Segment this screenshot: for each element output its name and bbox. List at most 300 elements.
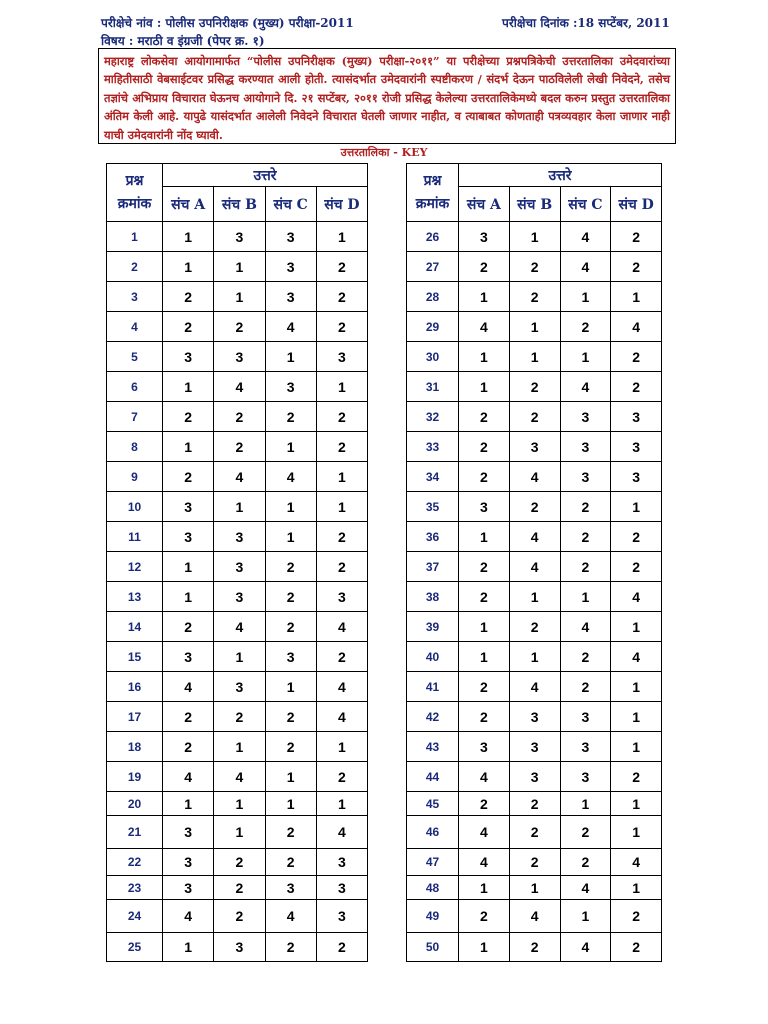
answer-set-b: 2 — [214, 900, 265, 933]
answer-set-c: 2 — [265, 816, 316, 849]
answer-set-b: 1 — [509, 222, 560, 252]
answer-set-d: 2 — [316, 933, 367, 962]
answer-set-a: 2 — [459, 792, 510, 816]
answer-set-d: 2 — [316, 402, 367, 432]
table-row — [407, 522, 662, 552]
table-row — [407, 222, 662, 252]
table-row — [107, 462, 368, 492]
answer-set-c: 3 — [560, 702, 611, 732]
answer-set-a: 4 — [163, 900, 214, 933]
answer-set-b: 2 — [214, 702, 265, 732]
table-row — [107, 702, 368, 732]
table-row — [107, 612, 368, 642]
answer-set-a: 2 — [459, 552, 510, 582]
table-row — [107, 849, 368, 876]
table-row — [107, 816, 368, 849]
answer-set-d: 1 — [611, 282, 662, 312]
set-b-header: संच B — [509, 187, 560, 222]
answer-set-d: 1 — [611, 492, 662, 522]
table-row — [107, 372, 368, 402]
answer-set-c: 2 — [560, 672, 611, 702]
answer-set-b: 2 — [509, 282, 560, 312]
answer-set-a: 3 — [163, 816, 214, 849]
answer-set-d: 2 — [316, 282, 367, 312]
question-number-header: प्रश्न क्रमांक — [107, 164, 163, 222]
table-row — [107, 522, 368, 552]
answer-set-a: 1 — [163, 582, 214, 612]
answer-set-b: 1 — [214, 816, 265, 849]
answer-set-d: 2 — [316, 522, 367, 552]
table-row — [407, 552, 662, 582]
table-row — [407, 402, 662, 432]
answer-set-a: 2 — [163, 732, 214, 762]
answer-set-a: 2 — [163, 312, 214, 342]
answer-set-a: 4 — [459, 849, 510, 876]
answer-set-b: 1 — [509, 642, 560, 672]
answer-set-b: 3 — [214, 552, 265, 582]
table-row — [107, 342, 368, 372]
answer-set-a: 1 — [163, 552, 214, 582]
question-number: 36 — [407, 522, 459, 552]
answer-set-b: 1 — [214, 492, 265, 522]
answer-set-b: 1 — [214, 252, 265, 282]
answer-set-d: 3 — [611, 402, 662, 432]
answer-set-c: 1 — [265, 762, 316, 792]
answer-set-d: 3 — [316, 342, 367, 372]
table-row — [407, 672, 662, 702]
answer-set-a: 2 — [163, 282, 214, 312]
answer-set-d: 1 — [611, 612, 662, 642]
answer-set-b: 4 — [509, 522, 560, 552]
answer-set-c: 2 — [265, 402, 316, 432]
question-number: 28 — [407, 282, 459, 312]
table-row — [407, 582, 662, 612]
question-number-header: प्रश्न क्रमांक — [407, 164, 459, 222]
question-number: 40 — [407, 642, 459, 672]
question-number: 18 — [107, 732, 163, 762]
answer-set-b: 4 — [509, 672, 560, 702]
answer-set-b: 4 — [509, 900, 560, 933]
answer-set-b: 3 — [214, 522, 265, 552]
answer-set-b: 2 — [214, 876, 265, 900]
answer-set-b: 2 — [509, 816, 560, 849]
answer-set-b: 2 — [214, 432, 265, 462]
answer-set-c: 4 — [265, 312, 316, 342]
answer-set-a: 1 — [459, 372, 510, 402]
question-number: 27 — [407, 252, 459, 282]
answer-set-b: 4 — [214, 762, 265, 792]
answer-set-b: 3 — [214, 672, 265, 702]
answer-set-c: 3 — [560, 402, 611, 432]
question-number: 31 — [407, 372, 459, 402]
answer-set-b: 2 — [509, 849, 560, 876]
answer-set-d: 2 — [611, 252, 662, 282]
answer-set-b: 2 — [214, 849, 265, 876]
answer-set-d: 4 — [611, 642, 662, 672]
answer-set-c: 2 — [560, 522, 611, 552]
question-number: 15 — [107, 642, 163, 672]
answer-set-d: 2 — [611, 762, 662, 792]
question-number: 50 — [407, 933, 459, 962]
table-row — [407, 792, 662, 816]
answer-set-a: 1 — [459, 282, 510, 312]
subject-line: विषय : मराठी व इंग्रजी (पेपर क्र. १) — [101, 34, 265, 48]
answer-set-a: 3 — [459, 222, 510, 252]
exam-name: परीक्षेचे नांव : पोलीस उपनिरीक्षक (मुख्य) परीक्षा-2011 — [101, 16, 354, 30]
answer-set-d: 4 — [611, 582, 662, 612]
answer-set-a: 3 — [163, 522, 214, 552]
answer-set-c: 2 — [560, 816, 611, 849]
answer-set-b: 4 — [214, 612, 265, 642]
table-row — [407, 612, 662, 642]
table-row — [407, 282, 662, 312]
question-number: 49 — [407, 900, 459, 933]
question-number: 8 — [107, 432, 163, 462]
answer-set-b: 4 — [214, 372, 265, 402]
answer-set-d: 1 — [316, 222, 367, 252]
table-row — [107, 492, 368, 522]
answer-set-a: 1 — [163, 792, 214, 816]
answer-set-a: 2 — [459, 582, 510, 612]
answer-set-a: 1 — [163, 372, 214, 402]
exam-date: परीक्षेचा दिनांक :18 सप्टेंबर, 2011 — [502, 16, 670, 30]
question-number: 34 — [407, 462, 459, 492]
answer-set-a: 2 — [459, 402, 510, 432]
question-number: 32 — [407, 402, 459, 432]
answer-set-d: 2 — [611, 900, 662, 933]
answer-set-b: 3 — [214, 222, 265, 252]
answer-set-a: 2 — [163, 612, 214, 642]
table-row — [107, 582, 368, 612]
question-number: 30 — [407, 342, 459, 372]
question-number: 46 — [407, 816, 459, 849]
table-row — [407, 732, 662, 762]
answer-set-b: 1 — [509, 876, 560, 900]
answer-set-b: 1 — [214, 732, 265, 762]
answer-set-a: 2 — [459, 672, 510, 702]
answer-set-c: 1 — [265, 432, 316, 462]
answer-set-a: 2 — [163, 462, 214, 492]
answer-set-d: 2 — [316, 642, 367, 672]
question-number: 26 — [407, 222, 459, 252]
answer-set-a: 3 — [459, 492, 510, 522]
answer-set-c: 2 — [560, 642, 611, 672]
answer-set-c: 4 — [560, 252, 611, 282]
question-number: 13 — [107, 582, 163, 612]
answer-set-a: 2 — [459, 702, 510, 732]
question-number: 37 — [407, 552, 459, 582]
question-number: 22 — [107, 849, 163, 876]
answer-set-b: 2 — [509, 402, 560, 432]
table-row — [407, 642, 662, 672]
answer-set-d: 3 — [316, 849, 367, 876]
answer-set-c: 4 — [560, 222, 611, 252]
answer-set-d: 1 — [611, 732, 662, 762]
table-row — [107, 552, 368, 582]
answer-set-d: 2 — [611, 342, 662, 372]
question-number: 29 — [407, 312, 459, 342]
question-number: 7 — [107, 402, 163, 432]
set-c-header: संच C — [560, 187, 611, 222]
answer-set-d: 1 — [316, 492, 367, 522]
answer-set-a: 2 — [459, 900, 510, 933]
answer-set-b: 4 — [214, 462, 265, 492]
answer-set-c: 1 — [265, 342, 316, 372]
answer-set-a: 2 — [163, 402, 214, 432]
answer-set-c: 4 — [560, 372, 611, 402]
answer-set-b: 4 — [509, 462, 560, 492]
table-row — [407, 462, 662, 492]
answer-set-c: 4 — [265, 462, 316, 492]
answer-set-b: 4 — [509, 552, 560, 582]
answer-table-right — [406, 163, 662, 962]
answer-set-d: 1 — [611, 876, 662, 900]
question-number: 33 — [407, 432, 459, 462]
table-row — [407, 372, 662, 402]
table-row — [107, 933, 368, 962]
answer-set-b: 2 — [509, 933, 560, 962]
table-row — [407, 849, 662, 876]
table-row — [107, 672, 368, 702]
question-number: 35 — [407, 492, 459, 522]
answer-set-b: 1 — [509, 342, 560, 372]
set-a-header: संच A — [459, 187, 510, 222]
answer-set-a: 1 — [459, 342, 510, 372]
answer-set-d: 1 — [316, 372, 367, 402]
answer-set-a: 2 — [459, 252, 510, 282]
question-number: 45 — [407, 792, 459, 816]
answer-set-a: 1 — [163, 432, 214, 462]
answer-set-c: 2 — [560, 492, 611, 522]
answer-set-d: 3 — [316, 900, 367, 933]
answer-set-d: 4 — [316, 702, 367, 732]
answer-set-d: 1 — [316, 462, 367, 492]
answer-set-d: 2 — [611, 933, 662, 962]
table-row — [407, 876, 662, 900]
table-row — [107, 282, 368, 312]
answer-set-d: 1 — [611, 702, 662, 732]
set-d-header: संच D — [316, 187, 367, 222]
answer-set-d: 4 — [316, 612, 367, 642]
answer-set-a: 1 — [459, 933, 510, 962]
table-row — [107, 900, 368, 933]
table-row — [407, 432, 662, 462]
answer-key-title: उत्तरतालिका - KEY — [340, 146, 428, 159]
answer-set-c: 3 — [265, 222, 316, 252]
answer-set-c: 2 — [265, 582, 316, 612]
table-row — [107, 762, 368, 792]
set-a-header: संच A — [163, 187, 214, 222]
question-number: 47 — [407, 849, 459, 876]
answer-set-d: 1 — [316, 792, 367, 816]
answer-set-d: 2 — [316, 312, 367, 342]
table-row — [107, 402, 368, 432]
answer-set-b: 3 — [214, 933, 265, 962]
answer-set-b: 3 — [214, 342, 265, 372]
answer-set-a: 1 — [163, 222, 214, 252]
answer-set-c: 1 — [560, 582, 611, 612]
answer-set-b: 1 — [214, 792, 265, 816]
set-d-header: संच D — [611, 187, 662, 222]
answer-set-c: 3 — [265, 282, 316, 312]
answer-set-d: 4 — [611, 312, 662, 342]
question-number: 25 — [107, 933, 163, 962]
answer-set-b: 1 — [509, 312, 560, 342]
answer-set-d: 2 — [611, 552, 662, 582]
answer-set-b: 3 — [509, 762, 560, 792]
answer-set-b: 3 — [214, 582, 265, 612]
answer-set-b: 1 — [509, 582, 560, 612]
table-row — [407, 312, 662, 342]
notice-box: महाराष्ट्र लोकसेवा आयोगामार्फत “पोलीस उपनिरीक्षक (मुख्य) परीक्षा-२०११” या परीक्षेच्या प्रश्नपत्रिकेची उत्तरतालिका उमेदवारांच्या माहितीसाठी वेबसाईटवर प्रसिद्ध करण्यात आली होती. त्यासंदर्भात उमेदवारांनी स्पष्टीकरण / संदर्भ देऊन पाठविलेली लेखी निवेदने, तसेच तज्ञांचे अभिप्राय विचारात घेऊनच आयोगाने दि. २१ सप्टेंबर, २०११ रोजी प्रसिद्ध केलेल्या उत्तरतालिकेमध्ये बदल करुन प्रस्तुत उत्तरतालिका अंतिम केली आहे. यापुढे यासंदर्भात आलेली निवेदने विचारात घेतली जाणार नाहीत, व त्याबाबत कोणताही पत्रव्यवहार केला जाणार नाही याची उमेदवारांनी नोंद घ्यावी. — [98, 48, 676, 144]
answer-set-a: 3 — [163, 342, 214, 372]
table-row — [107, 222, 368, 252]
answer-set-c: 4 — [560, 612, 611, 642]
answer-set-b: 3 — [509, 702, 560, 732]
answer-set-b: 2 — [509, 252, 560, 282]
answer-set-b: 1 — [214, 642, 265, 672]
answer-set-d: 1 — [611, 672, 662, 702]
table-row — [407, 816, 662, 849]
answer-set-c: 1 — [265, 672, 316, 702]
question-number: 38 — [407, 582, 459, 612]
table-row — [407, 492, 662, 522]
question-number: 20 — [107, 792, 163, 816]
table-row — [407, 252, 662, 282]
table-row — [107, 312, 368, 342]
answer-set-c: 2 — [265, 732, 316, 762]
answer-set-b: 1 — [214, 282, 265, 312]
question-number: 10 — [107, 492, 163, 522]
answer-set-c: 2 — [560, 552, 611, 582]
question-number: 14 — [107, 612, 163, 642]
table-row — [107, 252, 368, 282]
table-row — [407, 933, 662, 962]
answer-set-a: 1 — [459, 522, 510, 552]
table-row — [107, 432, 368, 462]
table-row — [407, 702, 662, 732]
answer-set-d: 2 — [316, 252, 367, 282]
answer-set-c: 3 — [265, 372, 316, 402]
answer-set-a: 4 — [163, 672, 214, 702]
answer-set-c: 2 — [265, 612, 316, 642]
answer-set-b: 2 — [509, 792, 560, 816]
answer-set-a: 1 — [459, 876, 510, 900]
question-number: 21 — [107, 816, 163, 849]
answer-set-a: 1 — [163, 933, 214, 962]
answer-set-c: 4 — [560, 933, 611, 962]
answer-set-d: 1 — [611, 816, 662, 849]
question-number: 42 — [407, 702, 459, 732]
answer-set-c: 3 — [560, 762, 611, 792]
answer-set-a: 3 — [163, 849, 214, 876]
answer-set-b: 2 — [509, 372, 560, 402]
answer-set-b: 3 — [509, 432, 560, 462]
answer-set-a: 2 — [163, 702, 214, 732]
answer-set-a: 1 — [459, 642, 510, 672]
question-number: 41 — [407, 672, 459, 702]
answer-set-d: 2 — [611, 222, 662, 252]
question-number: 44 — [407, 762, 459, 792]
table-row — [107, 876, 368, 900]
answer-set-a: 3 — [163, 642, 214, 672]
answer-set-d: 3 — [316, 582, 367, 612]
question-number: 39 — [407, 612, 459, 642]
answer-set-d: 3 — [611, 462, 662, 492]
question-number: 5 — [107, 342, 163, 372]
answer-set-d: 1 — [611, 792, 662, 816]
question-number: 48 — [407, 876, 459, 900]
answer-set-c: 2 — [265, 849, 316, 876]
answer-set-b: 2 — [509, 492, 560, 522]
answer-set-a: 2 — [459, 432, 510, 462]
answer-set-c: 1 — [265, 492, 316, 522]
answer-set-c: 3 — [560, 462, 611, 492]
answers-header: उत्तरे — [163, 164, 368, 187]
question-number: 3 — [107, 282, 163, 312]
table-row — [107, 642, 368, 672]
answer-set-d: 2 — [611, 372, 662, 402]
set-b-header: संच B — [214, 187, 265, 222]
answer-set-c: 2 — [560, 312, 611, 342]
answer-set-c: 1 — [560, 282, 611, 312]
answers-header: उत्तरे — [459, 164, 662, 187]
answer-set-a: 1 — [163, 252, 214, 282]
answer-set-c: 2 — [265, 702, 316, 732]
table-row — [407, 762, 662, 792]
answer-table-left — [106, 163, 368, 962]
answer-set-b: 2 — [509, 612, 560, 642]
answer-set-b: 2 — [214, 312, 265, 342]
answer-set-a: 3 — [459, 732, 510, 762]
answer-set-a: 4 — [459, 312, 510, 342]
question-number: 1 — [107, 222, 163, 252]
answer-set-c: 1 — [265, 792, 316, 816]
answer-set-d: 4 — [316, 672, 367, 702]
answer-set-d: 2 — [316, 432, 367, 462]
question-number: 6 — [107, 372, 163, 402]
answer-set-a: 1 — [459, 612, 510, 642]
answer-set-d: 3 — [611, 432, 662, 462]
question-number: 24 — [107, 900, 163, 933]
question-number: 11 — [107, 522, 163, 552]
answer-set-c: 1 — [560, 900, 611, 933]
answer-set-a: 3 — [163, 876, 214, 900]
table-row — [107, 792, 368, 816]
question-number: 23 — [107, 876, 163, 900]
answer-set-d: 1 — [316, 732, 367, 762]
question-number: 2 — [107, 252, 163, 282]
answer-set-c: 1 — [265, 522, 316, 552]
table-row — [107, 732, 368, 762]
answer-set-d: 2 — [316, 552, 367, 582]
answer-set-c: 3 — [265, 642, 316, 672]
answer-set-d: 4 — [316, 816, 367, 849]
answer-set-c: 2 — [560, 849, 611, 876]
answer-set-d: 2 — [611, 522, 662, 552]
question-number: 16 — [107, 672, 163, 702]
set-c-header: संच C — [265, 187, 316, 222]
question-number: 9 — [107, 462, 163, 492]
answer-set-c: 3 — [265, 876, 316, 900]
answer-set-a: 4 — [459, 762, 510, 792]
question-number: 17 — [107, 702, 163, 732]
answer-set-b: 3 — [509, 732, 560, 762]
question-number: 12 — [107, 552, 163, 582]
answer-set-d: 4 — [611, 849, 662, 876]
answer-set-a: 3 — [163, 492, 214, 522]
question-number: 43 — [407, 732, 459, 762]
